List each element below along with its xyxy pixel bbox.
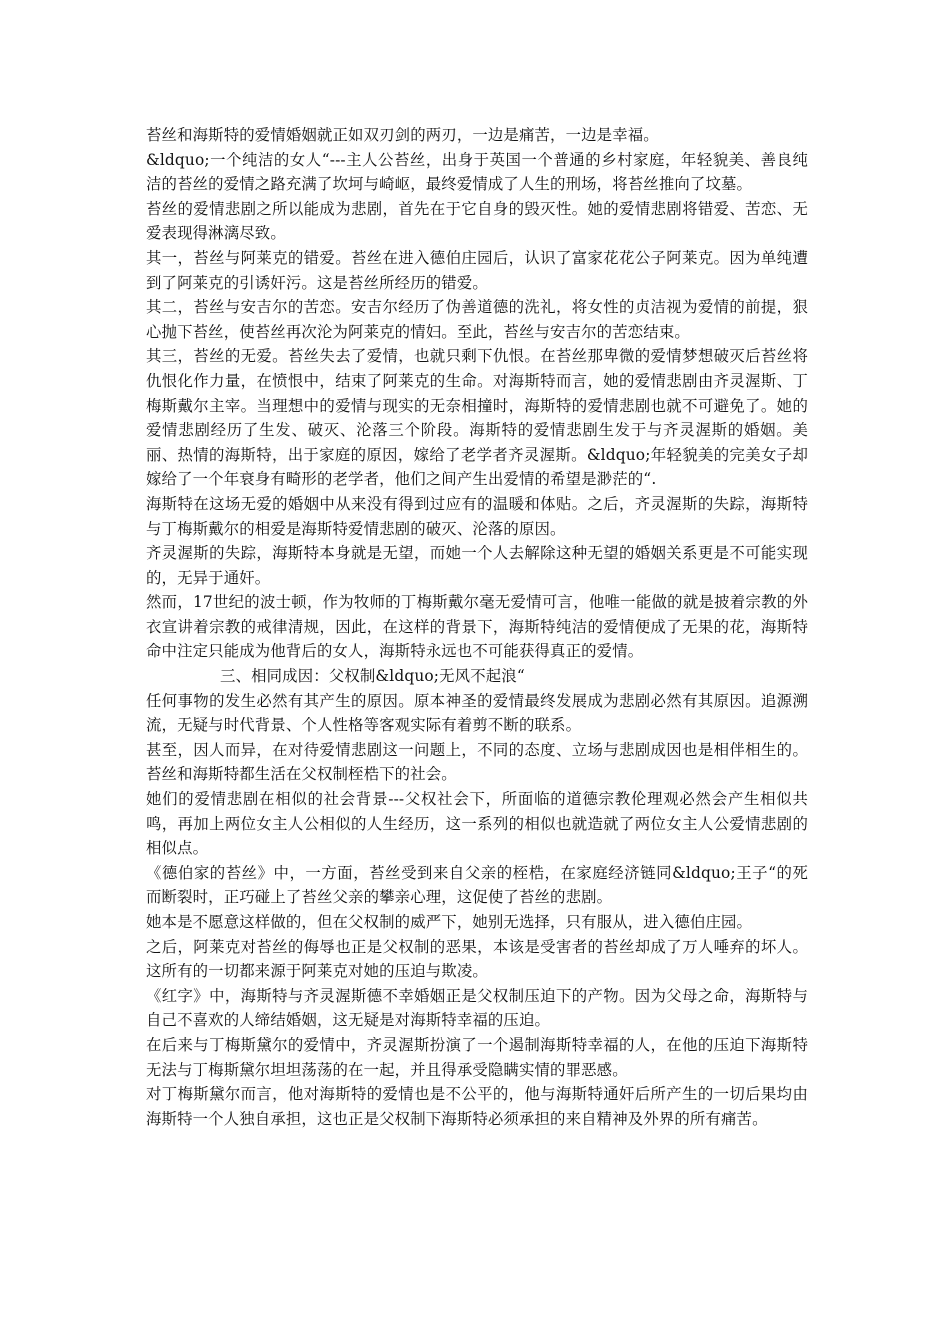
section-heading: 三、相同成因：父权制&ldquo;无风不起浪“	[220, 667, 525, 686]
paragraph: 甚至，因人而异，在对待爱情悲剧这一问题上，不同的态度、立场与悲剧成因也是相伴相生的。苔丝和海斯特都生活在父权制桎梏下的社会。	[146, 740, 808, 784]
paragraph: 苔丝的爱情悲剧之所以能成为悲剧，首先在于它自身的毁灭性。她的爱情悲剧将错爱、苦恋、无爱表现得淋漓尽致。	[146, 199, 808, 243]
paragraph: 齐灵渥斯的失踪，海斯特本身就是无望，而她一个人去解除这种无望的婚姻关系更是不可能实现的，无异于通奸。	[146, 544, 808, 587]
paragraph: 其三，苔丝的无爱。苔丝失去了爱情，也就只剩下仇恨。在苔丝那卑微的爱情梦想破灭后苔丝将仇恨化作力量，在愤恨中，结束了阿莱克的生命。对海斯特而言，她的爱情悲剧由齐灵渥斯、丁梅斯戴尔主宰。当理想中的爱情与现实的无奈相撞时，海斯特的爱情悲剧也就不可避免了。她的爱情悲剧经历了生发、破灭、沦落三个阶段。海斯特的爱情悲剧生发于与齐灵渥斯的婚姻。美丽、热情的海斯特，出于家庭的原因，嫁给了老学者齐灵渥斯。&ldquo;年轻貌美的完美女子却嫁给了一个年衰身有畸形的老学者，他们之间产生出爱情的希望是渺茫的“.	[146, 347, 808, 489]
paragraph: 在后来与丁梅斯黛尔的爱情中，齐灵渥斯扮演了一个遏制海斯特幸福的人，在他的压迫下海斯特无法与丁梅斯黛尔坦坦荡荡的在一起，并且得承受隐瞒实情的罪恶感。	[146, 1035, 808, 1079]
paragraph: &ldquo;一个纯洁的女人“---主人公苔丝，出身于英国一个普通的乡村家庭，年轻貌美、善良纯洁的苔丝的爱情之路充满了坎坷与崎岖，最终爱情成了人生的刑场，将苔丝推向了坟墓。	[146, 150, 808, 194]
paragraph: 她本是不愿意这样做的，但在父权制的威严下，她别无选择，只有服从，进入德伯庄园。	[146, 913, 753, 931]
paragraph: 对丁梅斯黛尔而言，他对海斯特的爱情也是不公平的，他与海斯特通奸后所产生的一切后果均由海斯特一个人独自承担，这也正是父权制下海斯特必须承担的来自精神及外界的所有痛苦。	[146, 1085, 808, 1128]
paragraph: 海斯特在这场无爱的婚姻中从来没有得到过应有的温暖和体贴。之后，齐灵渥斯的失踪，海斯特与丁梅斯戴尔的相爱是海斯特爱情悲剧的破灭、沦落的原因。	[146, 494, 808, 538]
paragraph: 《红字》中，海斯特与齐灵渥斯德不幸婚姻正是父权制压迫下的产物。因为父母之命，海斯特与自己不喜欢的人缔结婚姻，这无疑是对海斯特幸福的压迫。	[146, 986, 808, 1030]
paragraph: 之后，阿莱克对苔丝的侮辱也正是父权制的恶果，本该是受害者的苔丝却成了万人唾弃的坏人。这所有的一切都来源于阿莱克对她的压迫与欺凌。	[146, 937, 808, 981]
paragraph: 《德伯家的苔丝》中，一方面，苔丝受到来自父亲的桎梏，在家庭经济链同&ldquo;王子“的死而断裂时，正巧碰上了苔丝父亲的攀亲心理，这促使了苔丝的悲剧。	[146, 863, 808, 907]
paragraph: 其一，苔丝与阿莱克的错爱。苔丝在进入德伯庄园后，认识了富家花花公子阿莱克。因为单纯遭到了阿莱克的引诱奸污。这是苔丝所经历的错爱。	[146, 248, 808, 292]
paragraph: 她们的爱情悲剧在相似的社会背景---父权社会下，所面临的道德宗教伦理观必然会产生相似共鸣，再加上两位女主人公相似的人生经历，这一系列的相似也就造就了两位女主人公爱情悲剧的相似点。	[146, 790, 808, 858]
document-page	[146, 123, 808, 1131]
paragraph: 任何事物的发生必然有其产生的原因。原本神圣的爱情最终发展成为悲剧必然有其原因。追源溯流，无疑与时代背景、个人性格等客观实际有着剪不断的联系。	[146, 691, 808, 735]
paragraph: 然而，17世纪的波士顿，作为牧师的丁梅斯戴尔毫无爱情可言，他唯一能做的就是披着宗教的外衣宣讲着宗教的戒律清规，因此，在这样的背景下，海斯特纯洁的爱情便成了无果的花，海斯特命中注定只能成为他背后的女人，海斯特永远也不可能获得真正的爱情。	[146, 593, 808, 661]
paragraph: 苔丝和海斯特的爱情婚姻就正如双刃剑的两刃，一边是痛苦，一边是幸福。	[146, 126, 659, 144]
paragraph: 其二，苔丝与安吉尔的苦恋。安吉尔经历了伪善道德的洗礼，将女性的贞洁视为爱情的前提，狠心抛下苔丝，使苔丝再次沦为阿莱克的情妇。至此，苔丝与安吉尔的苦恋结束。	[146, 298, 808, 341]
